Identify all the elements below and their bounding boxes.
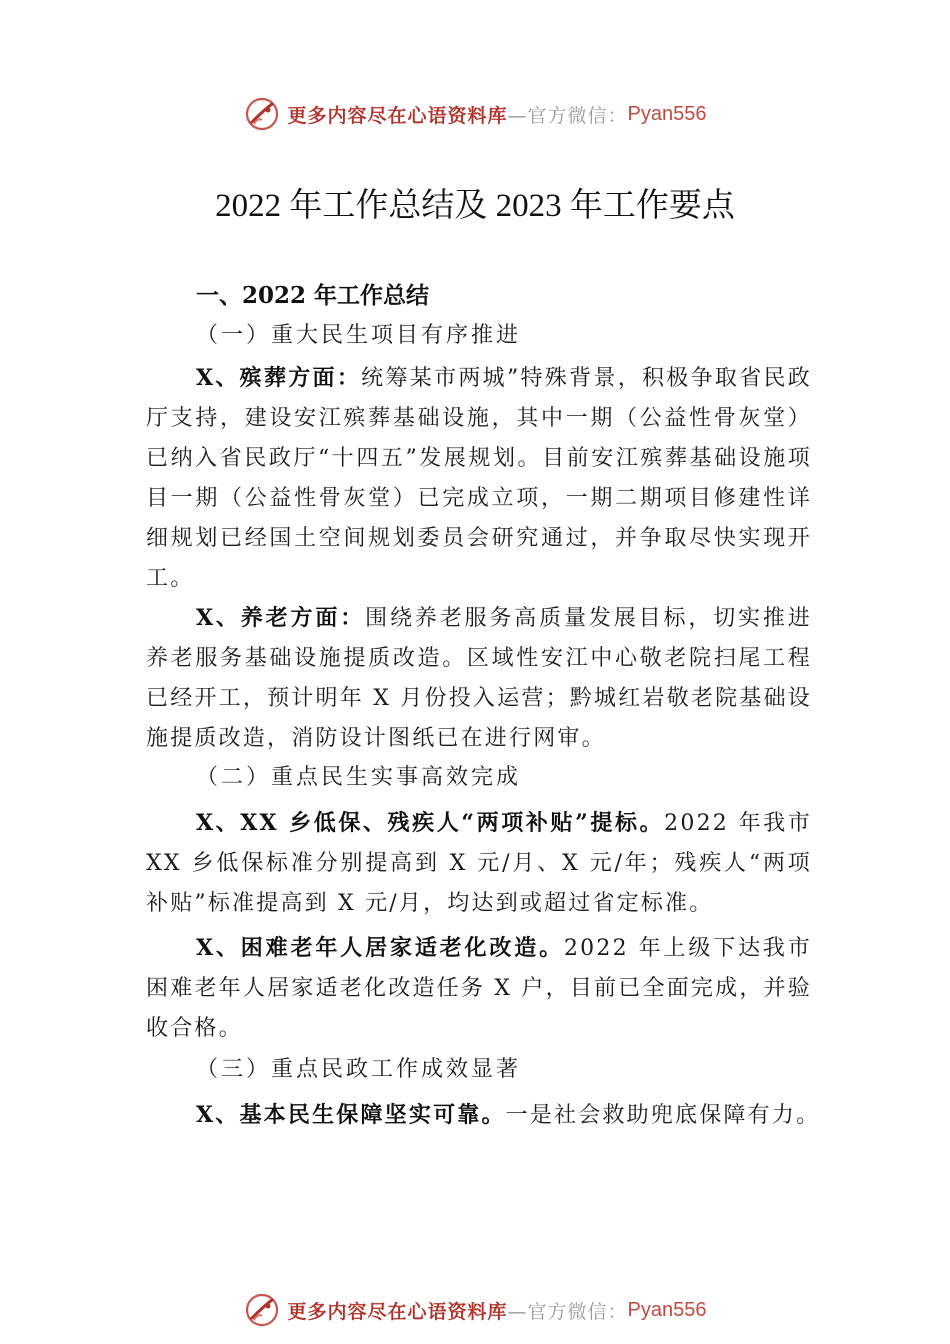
paragraph-lead: X、困难老年人居家适老化改造。 [196,935,564,961]
watermark-red-text: 更多内容尽在心语资料库 [287,104,508,127]
paragraph-elderly-care [146,598,812,759]
paragraph-body: 统筹某市两城”特殊背景，积极争取省民政厅支持，建设安江殡葬基础设施，其中一期（公益性骨灰堂）已纳入省民政厅“十四五”发展规划。目前安江殡葬基础设施项目一期（公益性骨灰堂）已完成立项，一期二期项目修建性详细规划已经国土空间规划委员会研究通过，并争取尽快实现开工。 [146,366,812,591]
section-heading: 一、2022 年工作总结 [196,282,430,309]
paragraph-lead: X、基本民生保障坚实可靠。 [196,1102,506,1128]
brush-logo-icon [244,1292,280,1328]
subsection-heading-3: （三）重点民政工作成效显著 [196,1057,522,1082]
paragraph-home-renovation [146,928,812,1049]
subsection-heading-1: （一）重大民生项目有序推进 [196,323,522,348]
paragraph-body: 2022 年我市 XX 乡低保标准分别提高到 X 元/月、X 元/年；残疾人“两项补贴”标准提高到 X 元/月，均达到或超过省定标准。 [146,811,812,916]
watermark-id-text: Pyan556 [627,1298,707,1321]
watermark-red-text: 更多内容尽在心语资料库 [287,1300,508,1323]
paragraph-body: 围绕养老服务高质量发展目标，切实推进养老服务基础设施提质改造。区域性安江中心敬老院扫尾工程已经开工，预计明年 X 月份投入运营；黔城红岩敬老院基础设施提质改造，消防设计图纸已在进行网审。 [146,606,812,751]
document-title: 2022 年工作总结及 2023 年工作要点 [215,188,735,224]
paragraph-body: 2022 年上级下达我市困难老年人居家适老化改造任务 X 户，目前已全面完成，并验收合格。 [146,936,812,1041]
watermark-id-text: Pyan556 [627,102,707,125]
paragraph-basic-livelihood [146,1095,836,1136]
paragraph-lead: X、殡葬方面： [196,365,362,391]
paragraph-subsidy [146,803,812,924]
watermark-gray-text: —官方微信： [507,1300,628,1323]
watermark-gray-text: —官方微信： [507,104,628,127]
paragraph-lead: X、XX 乡低保、残疾人“两项补贴”提标。 [196,810,665,836]
paragraph-funeral [146,358,812,599]
subsection-heading-2: （二）重点民生实事高效完成 [196,765,522,790]
watermark-header [0,94,950,134]
brush-logo-icon [244,96,280,132]
paragraph-lead: X、养老方面： [196,605,366,631]
paragraph-body: 一是社会救助兜底保障有力。 [505,1103,821,1128]
watermark-footer [0,1290,950,1330]
